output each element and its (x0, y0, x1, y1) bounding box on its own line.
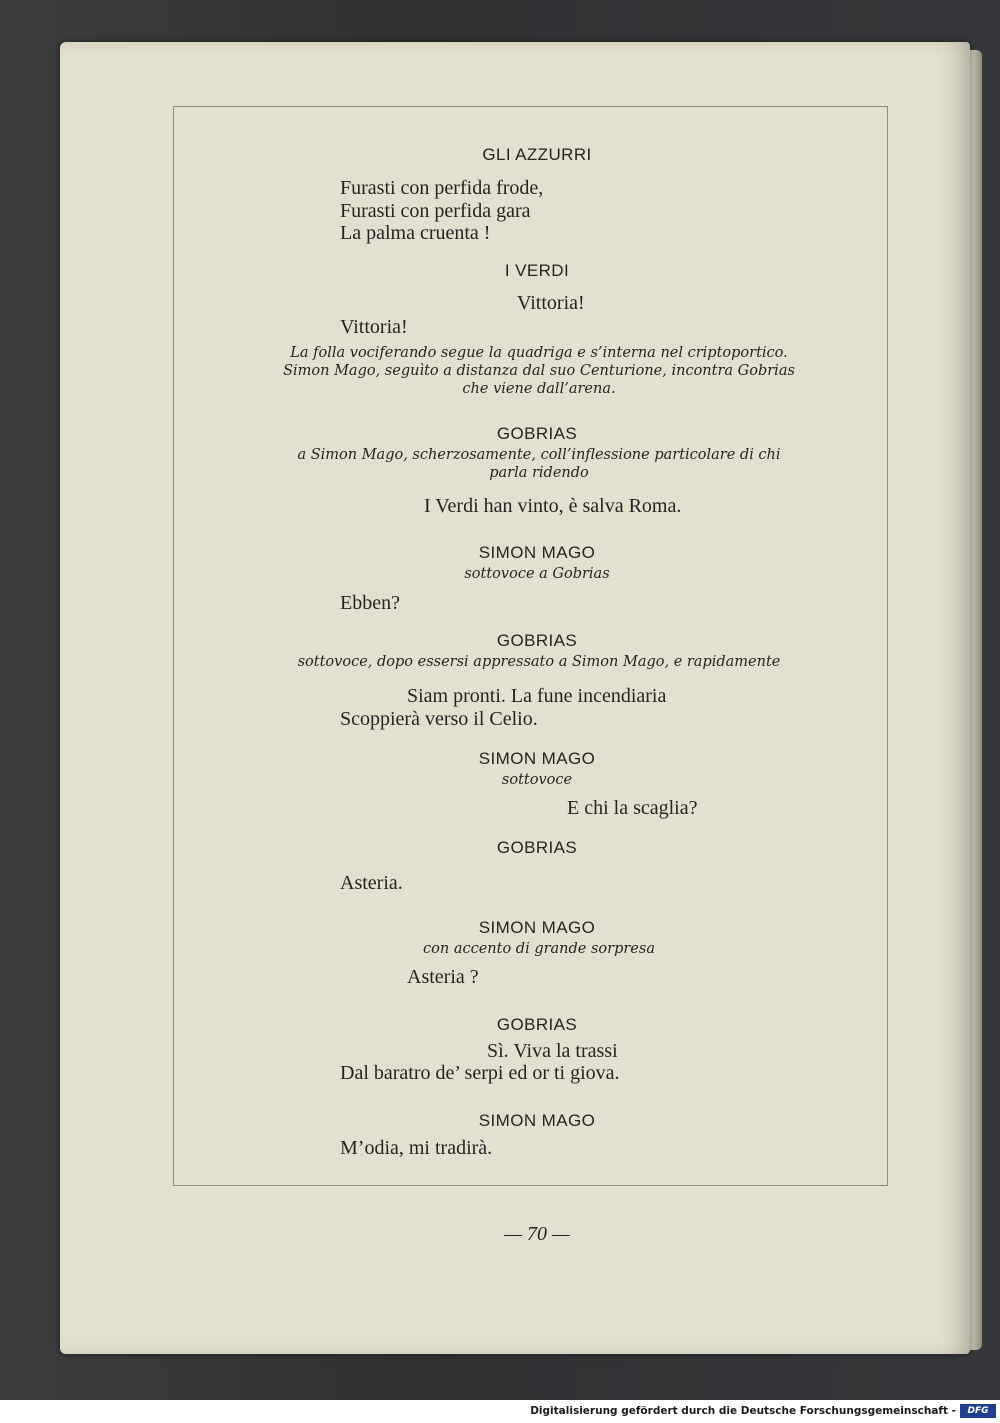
verse-line: Furasti con perfida gara (340, 200, 531, 222)
stage-direction: parla ridendo (489, 465, 589, 481)
verse-line: Sì. Viva la trassi (487, 1040, 618, 1062)
speaker-heading: SIMON MAGO (478, 1111, 596, 1130)
verse-line: Ebben? (340, 592, 400, 614)
verse-line: Asteria ? (407, 966, 479, 988)
digitization-credit: Digitalisierung gefördert durch die Deutsche Forschungsgemeinschaft - (530, 1405, 956, 1417)
speaker-heading: GOBRIAS (496, 631, 578, 650)
stage-direction: a Simon Mago, scherzosamente, coll’inflessione particolare di chi (297, 447, 781, 463)
speaker-heading: SIMON MAGO (478, 749, 596, 768)
stage-direction: con accento di grande sorpresa (423, 941, 655, 957)
page-number: — 70 — (504, 1223, 570, 1245)
speaker-heading: GLI AZZURRI (482, 145, 592, 164)
dfg-logo-icon: DFG (960, 1404, 996, 1418)
stage-direction: La folla vociferando segue la quadriga e s’interna nel criptoportico. (290, 345, 788, 361)
verse-line: Furasti con perfida frode, (340, 177, 544, 199)
stage-direction: sottovoce (501, 772, 573, 788)
verse-line: Scoppierà verso il Celio. (340, 708, 538, 730)
verse-line: Asteria. (340, 872, 403, 894)
stage-direction: Simon Mago, seguìto a distanza dal suo Centurione, incontra Gobrias (283, 363, 795, 379)
verse-line: I Verdi han vinto, è salva Roma. (424, 495, 682, 517)
stage-direction: sottovoce a Gobrias (464, 566, 610, 582)
verse-line: E chi la scaglia? (567, 797, 698, 819)
speaker-heading: SIMON MAGO (478, 543, 596, 562)
verse-line: Vittoria! (340, 316, 408, 338)
stage-direction: sottovoce, dopo essersi appressato a Simon Mago, e rapidamente (297, 654, 781, 670)
verse-line: Vittoria! (517, 292, 585, 314)
speaker-heading: I VERDI (504, 261, 570, 280)
verse-line: M’odia, mi tradirà. (340, 1137, 493, 1159)
speaker-heading: GOBRIAS (496, 838, 578, 857)
stage-direction: che viene dall’arena. (462, 381, 616, 397)
speaker-heading: GOBRIAS (496, 1015, 578, 1034)
verse-line: Siam pronti. La fune incendiaria (407, 685, 667, 707)
verse-line: La palma cruenta ! (340, 222, 491, 244)
speaker-heading: GOBRIAS (496, 424, 578, 443)
speaker-heading: SIMON MAGO (478, 918, 596, 937)
verse-line: Dal baratro de’ serpi ed or ti giova. (340, 1062, 620, 1084)
